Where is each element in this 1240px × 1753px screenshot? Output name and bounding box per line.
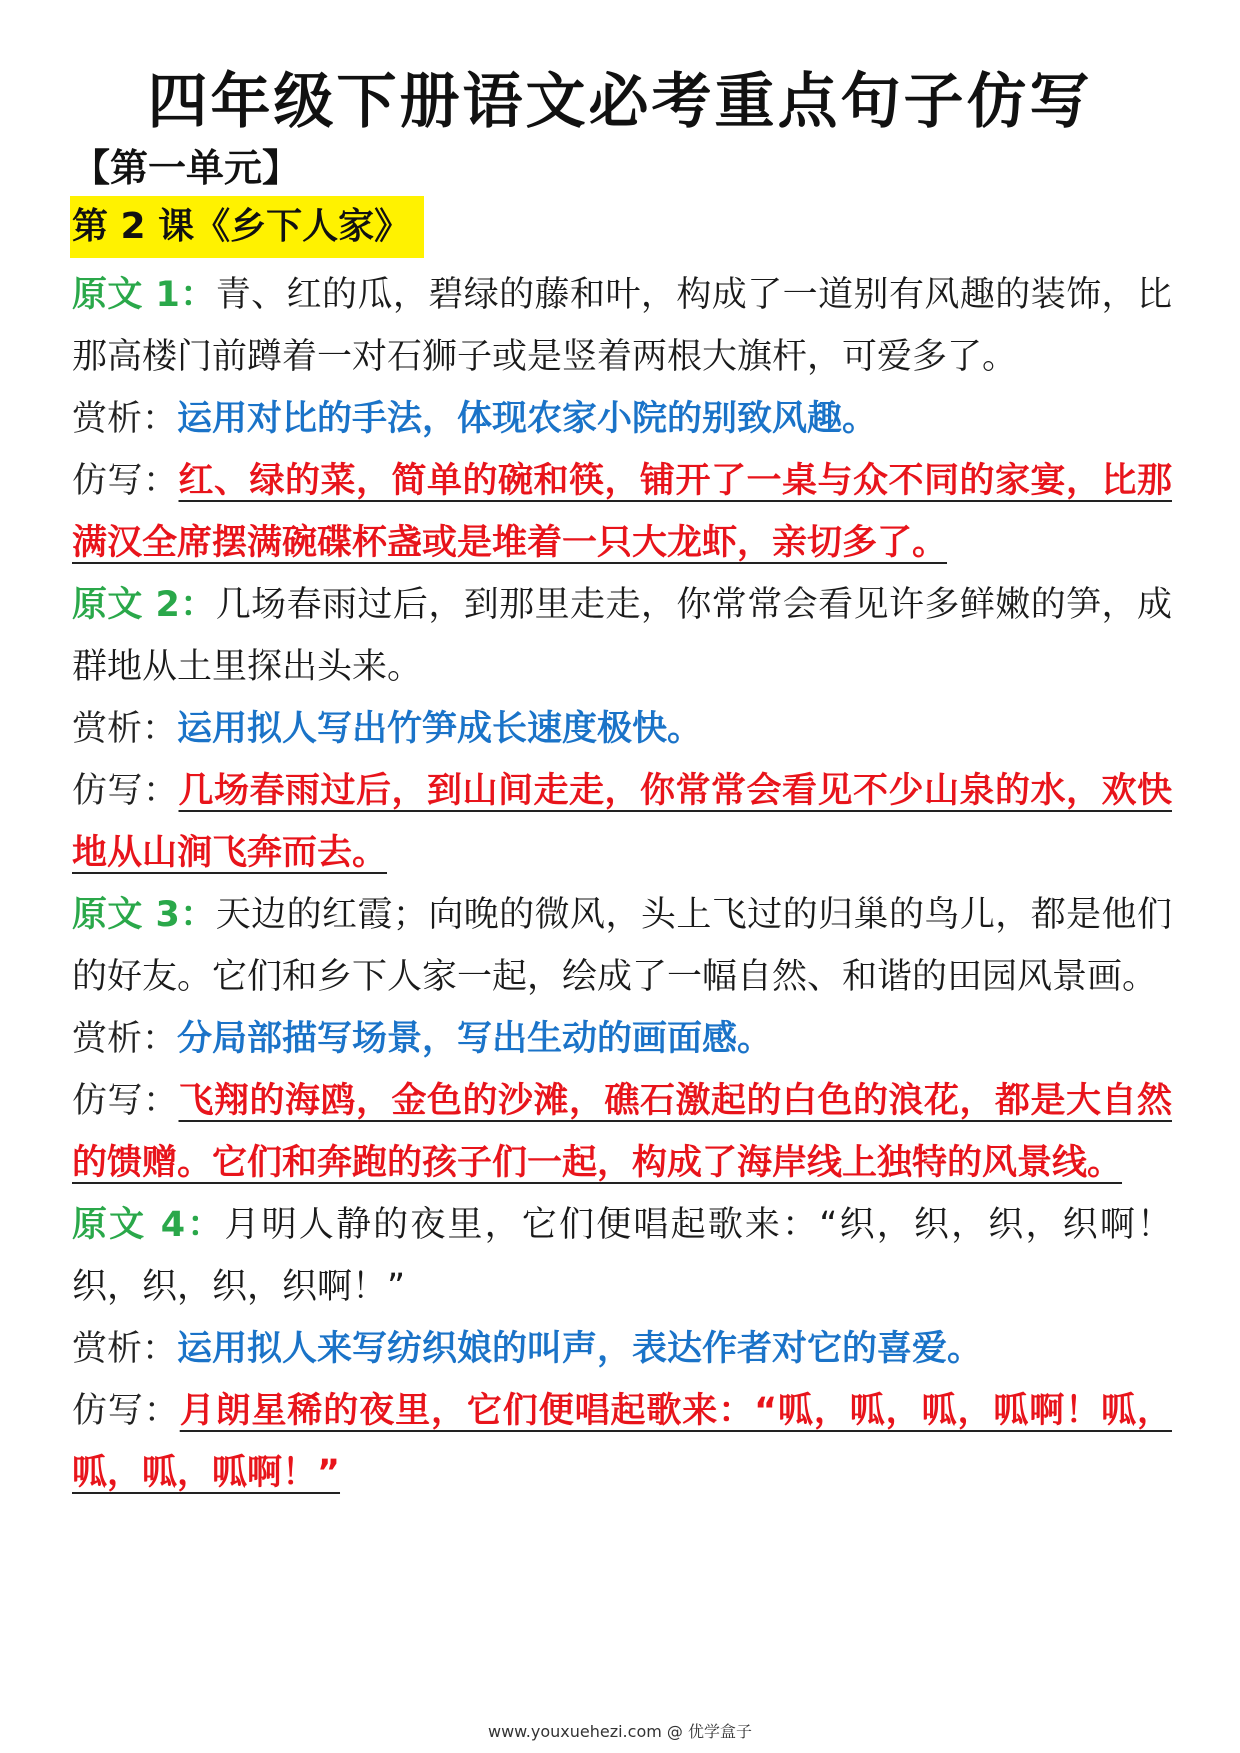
original-text bbox=[72, 1194, 1172, 1318]
item-block-1 bbox=[72, 264, 1172, 574]
analysis-label: 赏析： bbox=[72, 399, 178, 439]
analysis-label: 赏析： bbox=[72, 709, 178, 749]
original-sentence: 青、红的瓜，碧绿的藤和叶，构成了一道别有风趣的装饰，比那高楼门前蹲着一对石狮子或是竖着两根大旗杆，可爱多了。 bbox=[72, 275, 1172, 377]
analysis-line bbox=[72, 1318, 1172, 1380]
imitation-line bbox=[72, 1380, 1172, 1504]
analysis-label: 赏析： bbox=[72, 1329, 178, 1369]
analysis-line bbox=[72, 1008, 1172, 1070]
imitation-line bbox=[72, 1070, 1172, 1194]
analysis-text: 运用拟人来写纺织娘的叫声，表达作者对它的喜爱。 bbox=[177, 1329, 983, 1369]
imitation-text: 几场春雨过后，到山间走走，你常常会看见不少山泉的水，欢快地从山涧飞奔而去。 bbox=[72, 771, 1172, 873]
imitation-label: 仿写： bbox=[72, 1081, 179, 1121]
analysis-text: 运用拟人写出竹笋成长速度极快。 bbox=[177, 709, 703, 749]
imitation-line bbox=[72, 760, 1172, 884]
analysis-label: 赏析： bbox=[72, 1019, 178, 1059]
page-title: 四年级下册语文必考重点句子仿写 bbox=[147, 67, 1093, 137]
footer-watermark[interactable]: www.youxuehezi.com @ 优学盒子 bbox=[488, 1722, 752, 1741]
content-body bbox=[72, 264, 1172, 1504]
imitation-label: 仿写： bbox=[72, 461, 179, 501]
analysis-line bbox=[72, 388, 1172, 450]
original-label: 原文 2： bbox=[72, 585, 216, 625]
original-text bbox=[72, 264, 1172, 388]
item-block-3 bbox=[72, 884, 1172, 1194]
original-text bbox=[72, 884, 1172, 1008]
original-sentence: 天边的红霞；向晚的微风，头上飞过的归巢的鸟儿，都是他们的好友。它们和乡下人家一起，绘成了一幅自然、和谐的田园风景画。 bbox=[72, 895, 1172, 997]
original-label: 原文 3： bbox=[72, 895, 216, 935]
item-block-2 bbox=[72, 574, 1172, 884]
imitation-text: 飞翔的海鸥，金色的沙滩，礁石激起的白色的浪花，都是大自然的馈赠。它们和奔跑的孩子们一起，构成了海岸线上独特的风景线。 bbox=[72, 1081, 1172, 1183]
original-label: 原文 4： bbox=[72, 1205, 225, 1245]
imitation-line bbox=[72, 450, 1172, 574]
imitation-label: 仿写： bbox=[72, 1391, 180, 1431]
imitation-text: 红、绿的菜，简单的碗和筷，铺开了一桌与众不同的家宴，比那满汉全席摆满碗碟杯盏或是堆着一只大龙虾，亲切多了。 bbox=[72, 461, 1172, 563]
analysis-line bbox=[72, 698, 1172, 760]
imitation-text: 月朗星稀的夜里，它们便唱起歌来：“呱，呱，呱，呱啊！呱，呱，呱，呱啊！” bbox=[72, 1391, 1172, 1493]
original-text bbox=[72, 574, 1172, 698]
original-label: 原文 1： bbox=[72, 275, 216, 315]
original-sentence: 几场春雨过后，到那里走走，你常常会看见许多鲜嫩的笋，成群地从土里探出头来。 bbox=[72, 585, 1172, 687]
unit-heading: 【第一单元】 bbox=[72, 146, 301, 190]
original-sentence: 月明人静的夜里，它们便唱起歌来：“织，织，织，织啊！织，织，织，织啊！” bbox=[72, 1205, 1172, 1307]
imitation-label: 仿写： bbox=[72, 771, 179, 811]
analysis-text: 分局部描写场景，写出生动的画面感。 bbox=[177, 1019, 773, 1059]
analysis-text: 运用对比的手法，体现农家小院的别致风趣。 bbox=[177, 399, 878, 439]
item-block-4 bbox=[72, 1194, 1172, 1504]
lesson-heading-highlight: 第 2 课《乡下人家》 bbox=[70, 196, 424, 258]
